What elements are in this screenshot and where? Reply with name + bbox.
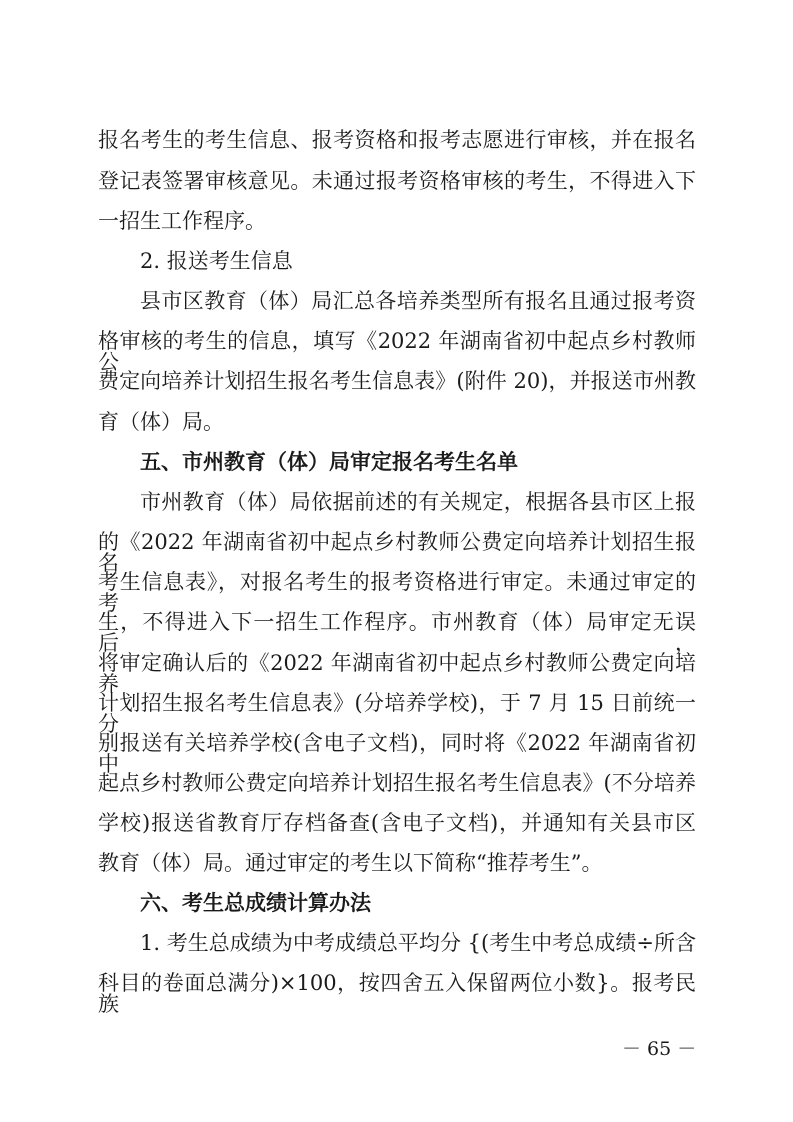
paragraph-line: 格审核的考生的信息，填写《2022 年湖南省初中起点乡村教师公 xyxy=(98,329,696,374)
paragraph-line: 生，不得进入下一招生工作程序。市州教育（体）局审定无误后， xyxy=(98,610,696,655)
paragraph-line: 科目的卷面总满分)×100，按四舍五入保留两位小数}。报考民族 xyxy=(98,971,696,1016)
paragraph-line: 县市区教育（体）局汇总各培养类型所有报名且通过报考资 xyxy=(140,289,696,313)
paragraph-line: 学校)报送省教育厅存档备查(含电子文档)，并通知有关县市区 xyxy=(98,811,696,835)
paragraph-line: 市州教育（体）局依据前述的有关规定，根据各县市区上报 xyxy=(140,490,696,514)
paragraph-line: 费定向培养计划招生报名考生信息表》(附件 20)，并报送市州教 xyxy=(98,369,696,393)
paragraph-line: 1. 考生总成绩为中考成绩总平均分 {(考生中考总成绩÷所含 xyxy=(140,931,696,955)
section-heading: 六、考生总成绩计算办法 xyxy=(140,891,371,915)
subsection-heading: 2. 报送考生信息 xyxy=(140,249,293,273)
paragraph-line: 登记表签署审核意见。未通过报考资格审核的考生，不得进入下 xyxy=(98,169,696,193)
paragraph-line: 报名考生的考生信息、报考资格和报考志愿进行审核，并在报名 xyxy=(98,128,696,152)
paragraph-line: 考生信息表》，对报名考生的报考资格进行审定。未通过审定的考 xyxy=(98,570,696,615)
paragraph-line: 计划招生报名考生信息表》(分培养学校)，于 7 月 15 日前统一分 xyxy=(98,691,696,736)
paragraph-line: 一招生工作程序。 xyxy=(98,209,266,233)
paragraph-line: 育（体）局。 xyxy=(98,410,224,434)
section-heading: 五、市州教育（体）局审定报名考生名单 xyxy=(140,450,518,474)
paragraph-line: 的《2022 年湖南省初中起点乡村教师公费定向培养计划招生报名 xyxy=(98,530,696,575)
page-number: － 65 － xyxy=(622,1038,697,1060)
paragraph-line: 教育（体）局。通过审定的考生以下简称“推荐考生”。 xyxy=(98,851,603,875)
paragraph-line: 将审定确认后的《2022 年湖南省初中起点乡村教师公费定向培养 xyxy=(98,651,696,696)
paragraph-line: 别报送有关培养学校(含电子文档)，同时将《2022 年湖南省初中 xyxy=(98,731,696,776)
paragraph-line: 起点乡村教师公费定向培养计划招生报名考生信息表》(不分培养 xyxy=(98,771,696,795)
